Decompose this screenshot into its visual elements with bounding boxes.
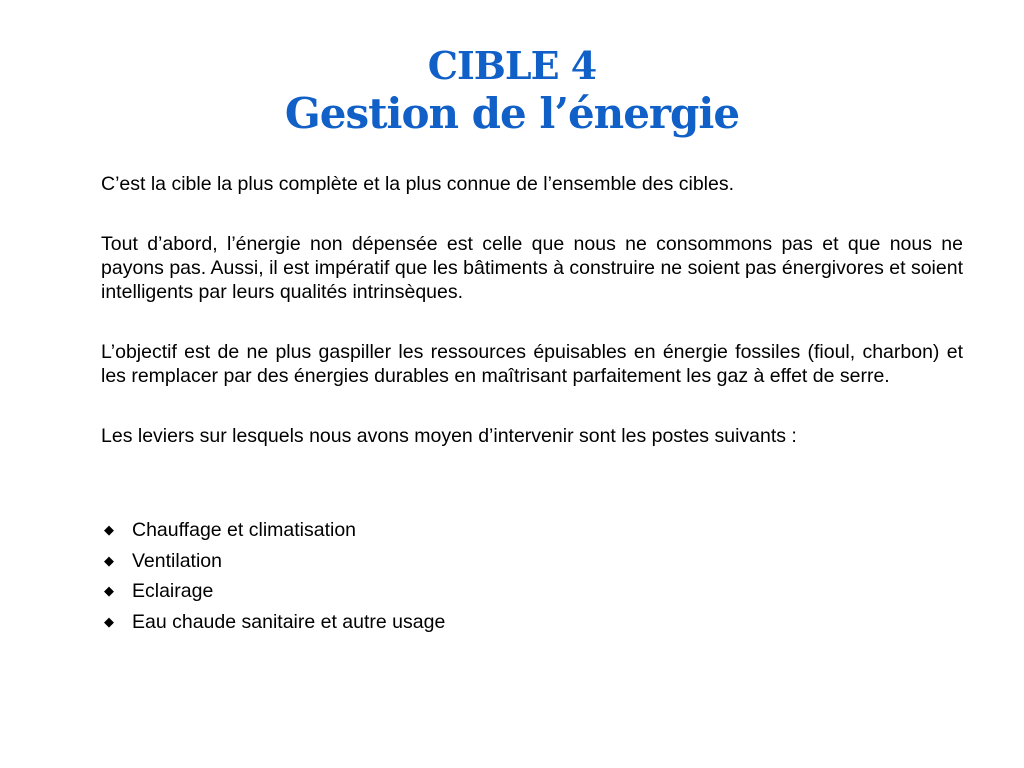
slide-title [0, 42, 1024, 138]
list-item-label: Eclairage [132, 580, 214, 602]
diamond-bullet-icon: ◆ [104, 583, 114, 598]
paragraph-energy-saving: Tout d’abord, l’énergie non dépensée est celle que nous ne consommons pas et que nous ne payons pas. Aussi, il est impératif que les bâtiments à construire ne soient pas énergivores et soient intelligents par leurs qualités intrinsèques. [101, 233, 963, 303]
diamond-bullet-icon: ◆ [104, 613, 114, 629]
list-item [104, 607, 445, 638]
paragraph-objective: L’objectif est de ne plus gaspiller les ressources épuisables en énergie fossiles (fioul, charbon) et les remplacer par des énergies durables en maîtrisant parfaitement les gaz à effet de serre. [101, 341, 963, 387]
slide-body [101, 172, 963, 484]
levers-list [104, 515, 445, 637]
diamond-bullet-icon: ◆ [104, 522, 114, 537]
list-item-label: Chauffage et climatisation [132, 519, 357, 541]
list-item [104, 515, 445, 546]
list-item-label: Ventilation [132, 549, 222, 572]
title-line-2: Gestion de l’énergie [284, 89, 740, 138]
list-item [104, 546, 445, 577]
paragraph-intro: C’est la cible la plus complète et la plus connue de l’ensemble des cibles. [101, 173, 735, 195]
list-item-label: Eau chaude sanitaire et autre usage [132, 610, 446, 633]
diamond-bullet-icon: ◆ [104, 552, 114, 568]
title-line-1: CIBLE 4 [427, 43, 597, 88]
paragraph-levers: Les leviers sur lesquels nous avons moyen d’intervenir sont les postes suivants : [101, 425, 797, 447]
list-item [104, 576, 445, 607]
